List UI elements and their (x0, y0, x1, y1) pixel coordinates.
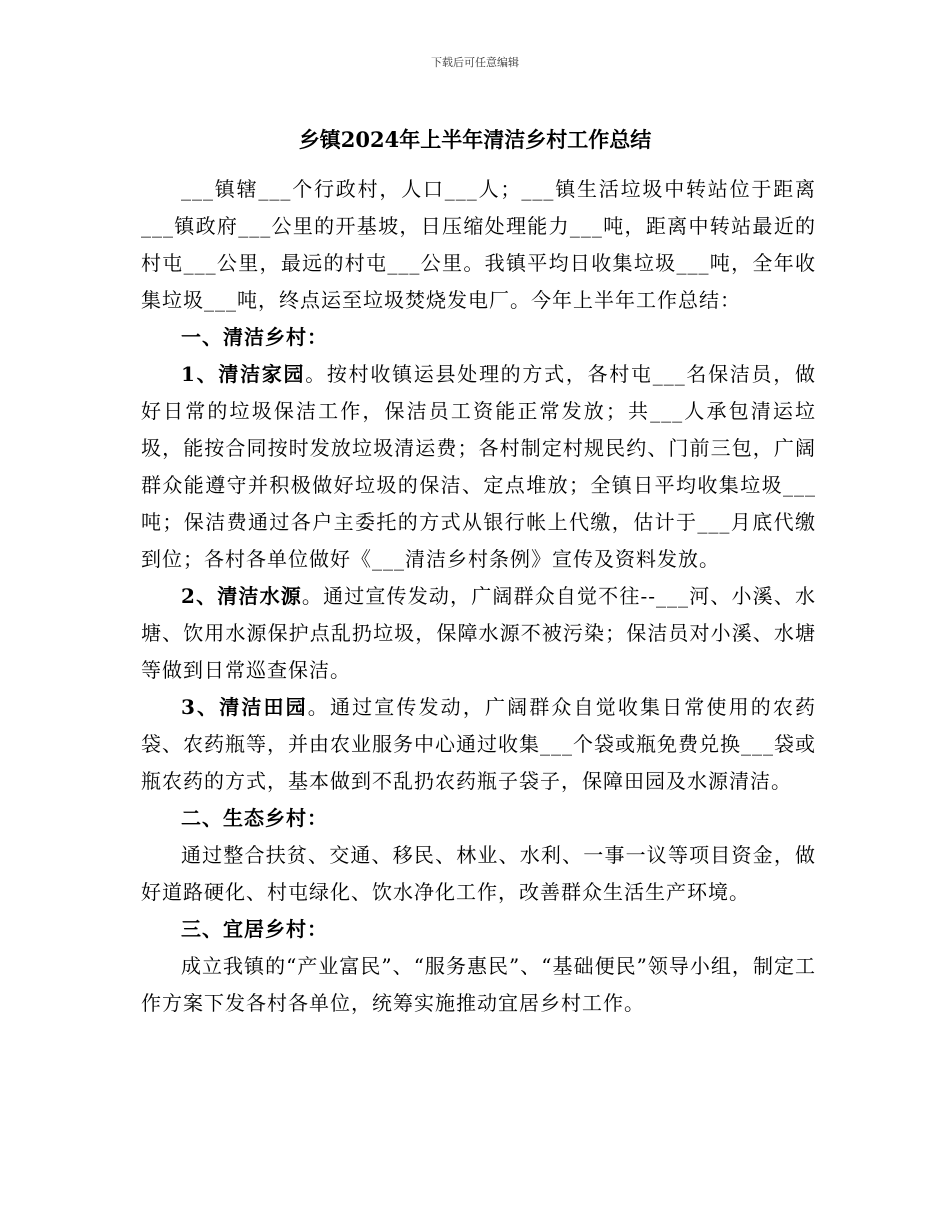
item-title-1: 1、清洁家园 (181, 362, 306, 386)
section-heading-2: 二、生态乡村： (181, 806, 328, 830)
intro-paragraph: ___镇辖___个行政村，人口___人；___镇生活垃圾中转站位于距离___镇政府___公里的开基坡，日压缩处理能力___吨，距离中转站最近的村屯___公里，最远的村屯___公里。我镇平均日收集垃圾___吨，全年收集垃圾___吨，终点运至垃圾焚烧发电厂。今年上半年工作总结： (141, 177, 816, 312)
section-heading-3: 三、宜居乡村： (181, 917, 328, 941)
item-paragraph-1 (141, 356, 816, 578)
item-title-2: 2、清洁水源 (181, 584, 302, 608)
item-paragraph-3 (141, 689, 816, 800)
document-body (141, 171, 816, 1022)
section-paragraph-3: 成立我镇的“产业富民”、“服务惠民”、“基础便民”领导小组，制定工作方案下发各村各单位，统筹实施推动宜居乡村工作。 (141, 954, 816, 1015)
item-text-2: 。通过宣传发动，广阔群众自觉不往--___河、小溪、水塘、饮用水源保护点乱扔垃圾，保障水源不被污染；保洁员对小溪、水塘等做到日常巡查保洁。 (141, 584, 817, 682)
item-title-3: 3、清洁田园 (181, 695, 308, 719)
header-note: 下载后可任意编辑 (431, 56, 519, 69)
section-paragraph-2: 通过整合扶贫、交通、移民、林业、水利、一事一议等项目资金，做好道路硬化、村屯绿化、饮水净化工作，改善群众生活生产环境。 (141, 843, 816, 904)
item-text-3: 。通过宣传发动，广阔群众自觉收集日常使用的农药袋、农药瓶等，并由农业服务中心通过收集___个袋或瓶免费兑换___袋或瓶农药的方式，基本做到不乱扔农药瓶子袋子，保障田园及水源清洁。 (141, 695, 817, 793)
item-text-1: 。按村收镇运县处理的方式，各村屯___名保洁员，做好日常的垃圾保洁工作，保洁员工资能正常发放；共___人承包清运垃圾，能按合同按时发放垃圾清运费；各村制定村规民约、门前三包，广阔群众能遵守并积极做好垃圾的保洁、定点堆放；全镇日平均收集垃圾___吨；保洁费通过各户主委托的方式从银行帐上代缴，估计于___月底代缴到位；各村各单位做好《___清洁乡村条例》宣传及资料发放。 (141, 362, 816, 571)
document-title: 乡镇2024年上半年清洁乡村工作总结 (298, 127, 652, 152)
section-heading-1: 一、清洁乡村： (181, 325, 328, 349)
item-paragraph-2 (141, 578, 816, 689)
